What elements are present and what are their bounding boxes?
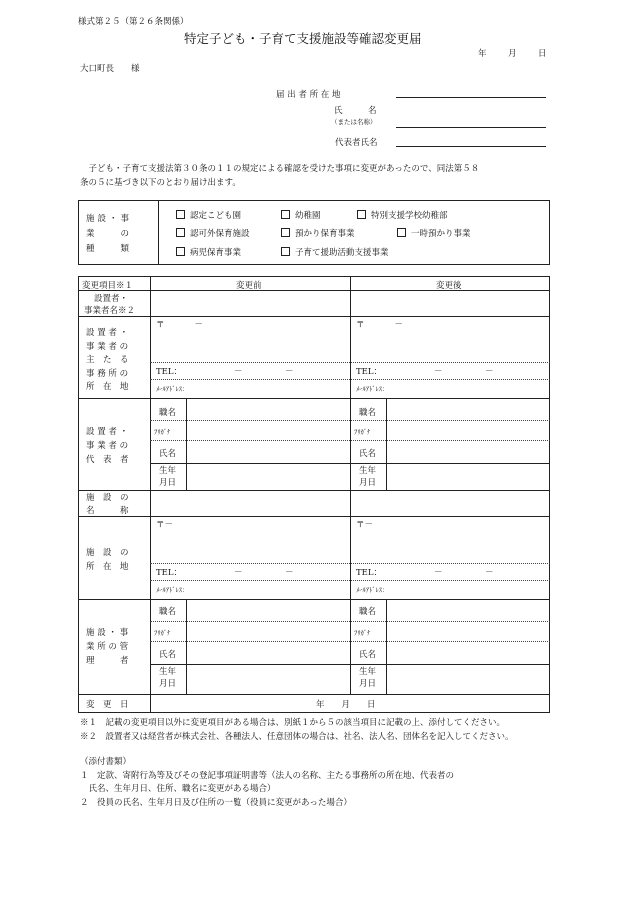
mgr-position-before: 職名 — [159, 607, 177, 617]
option-youchien[interactable]: 幼稚園 — [281, 209, 321, 221]
manager-label: 施 設 ・ 事 業 所 の 管 理 者 — [86, 628, 129, 666]
office-postal-after[interactable]: 〒 － — [356, 320, 404, 330]
notifier-name-label: 氏 名 — [334, 106, 377, 116]
office-address-label: 設 置 者 ・ 事 業 者 の 主 た る 事 務 所 の 所 在 地 — [86, 328, 129, 392]
rep-position-before: 職名 — [159, 408, 177, 418]
date-month-label: 月 — [508, 49, 517, 59]
checkbox[interactable] — [357, 210, 366, 219]
mgr-furigana-before: ﾌﾘｶﾞﾅ — [154, 629, 171, 637]
facility-name-label: 施 設 の 名 称 — [86, 493, 129, 516]
option-nintei[interactable]: 認定こども園 — [176, 209, 241, 221]
mgr-position-after: 職名 — [359, 607, 377, 617]
change-date-label: 変 更 日 — [86, 700, 129, 710]
note-1: ※１ 記載の変更項目以外に変更項目がある場合は、別紙１から５の該当項目に記載の上、添付してください。 — [80, 718, 506, 728]
facility-address-label: 施 設 の 所 在 地 — [86, 548, 129, 572]
mgr-name-before: 氏名 — [159, 650, 177, 660]
facility-postal-before[interactable]: 〒－ — [156, 520, 174, 530]
option-kosodate[interactable]: 子育て援助活動支援事業 — [281, 246, 389, 258]
facility-type-label-3: 種 類 — [86, 244, 133, 254]
checkbox[interactable] — [176, 210, 185, 219]
attachment-item-2: ２ 役員の氏名、生年月日及び住所の一覧（役員に変更があった場合） — [80, 798, 352, 808]
office-postal-before[interactable]: 〒 － — [156, 320, 204, 330]
office-email-after[interactable]: ﾒｰﾙｱﾄﾞﾚｽ： — [356, 385, 389, 393]
facility-tel-after[interactable]: TEL： － － — [356, 568, 494, 578]
facility-tel-before[interactable]: TEL： － － — [156, 568, 294, 578]
notifier-address-field[interactable] — [396, 97, 546, 98]
rep-furigana-before: ﾌﾘｶﾞﾅ — [154, 428, 171, 436]
checkbox[interactable] — [397, 228, 406, 237]
facility-email-after[interactable]: ﾒｰﾙｱﾄﾞﾚｽ： — [356, 586, 389, 594]
facility-email-before[interactable]: ﾒｰﾙｱﾄﾞﾚｽ： — [156, 586, 189, 594]
option-ichiji[interactable]: 一時預かり事業 — [397, 227, 471, 239]
rep-name-before: 氏名 — [159, 449, 177, 459]
attachment-item-1-line-1: １ 定款、寄附行為等及びその登記事項証明書等（法人の名称、主たる事務所の所在地、代表者の — [80, 771, 455, 781]
mgr-furigana-after: ﾌﾘｶﾞﾅ — [354, 629, 371, 637]
date-year-label: 年 — [478, 49, 487, 59]
body-text-line-2: 条の５に基づき以下のとおり届け出ます。 — [80, 178, 241, 188]
attachment-item-1-line-2: 氏名、生年月日、住所、職名に変更がある場合） — [80, 784, 276, 794]
notifier-address-label: 届 出 者 所 在 地 — [276, 90, 341, 100]
form-number: 様式第２５（第２６条関係） — [78, 17, 189, 27]
change-date-value[interactable]: 年 月 日 — [316, 700, 376, 710]
header-after: 変更後 — [436, 281, 462, 291]
office-tel-before[interactable]: TEL： － － — [156, 367, 294, 377]
facility-postal-after[interactable]: 〒－ — [356, 520, 374, 530]
option-tokubetsu[interactable]: 特別支援学校幼稚部 — [357, 209, 448, 221]
change-table — [78, 276, 550, 713]
checkbox[interactable] — [176, 228, 185, 237]
representative-field[interactable] — [396, 146, 546, 147]
representative-label-cell: 設 置 者 ・ 事 業 者 の 代 表 者 — [86, 427, 129, 465]
mgr-birth-after: 生年 月日 — [359, 667, 377, 689]
option-byouji[interactable]: 病児保育事業 — [176, 246, 241, 258]
checkbox[interactable] — [281, 247, 290, 256]
rep-birth-after: 生年 月日 — [359, 466, 377, 488]
body-text-line-1: 子ども・子育て支援法第３０条の１１の規定による確認を受けた事項に変更があったので、同法第５８ — [80, 164, 480, 174]
setter-name-label-2: 事業者名※２ — [84, 306, 136, 316]
header-before: 変更前 — [236, 281, 262, 291]
mgr-name-after: 氏名 — [359, 650, 377, 660]
rep-name-after: 氏名 — [359, 449, 377, 459]
page-title: 特定子ども・子育て支援施設等確認変更届 — [184, 31, 422, 46]
addressee: 大口町長 様 — [80, 64, 140, 74]
facility-type-label-1: 施設・事 — [86, 214, 133, 224]
representative-label: 代表者氏名 — [335, 138, 378, 148]
office-tel-after[interactable]: TEL： － － — [356, 367, 494, 377]
rep-furigana-after: ﾌﾘｶﾞﾅ — [354, 428, 371, 436]
note-2: ※２ 設置者又は経営者が株式会社、各種法人、任意団体の場合は、社名、法人名、団体名を記入してください。 — [80, 732, 514, 742]
mgr-birth-before: 生年 月日 — [159, 667, 177, 689]
option-ninkagai[interactable]: 認可外保育施設 — [176, 227, 250, 239]
rep-position-after: 職名 — [359, 408, 377, 418]
facility-type-label-2: 業 の — [86, 229, 133, 239]
notifier-name-sub-label: （または名称） — [331, 118, 377, 126]
attachments-heading: （添付書類） — [80, 757, 132, 767]
office-email-before[interactable]: ﾒｰﾙｱﾄﾞﾚｽ： — [156, 385, 189, 393]
rep-birth-before: 生年 月日 — [159, 466, 177, 488]
date-day-label: 日 — [538, 49, 547, 59]
notifier-name-field[interactable] — [396, 127, 546, 128]
checkbox[interactable] — [281, 210, 290, 219]
checkbox[interactable] — [281, 228, 290, 237]
option-azukari[interactable]: 預かり保育事業 — [281, 227, 355, 239]
checkbox[interactable] — [176, 247, 185, 256]
header-item: 変更項目※１ — [82, 281, 134, 291]
setter-name-label-1: 設置者・ — [94, 294, 129, 304]
